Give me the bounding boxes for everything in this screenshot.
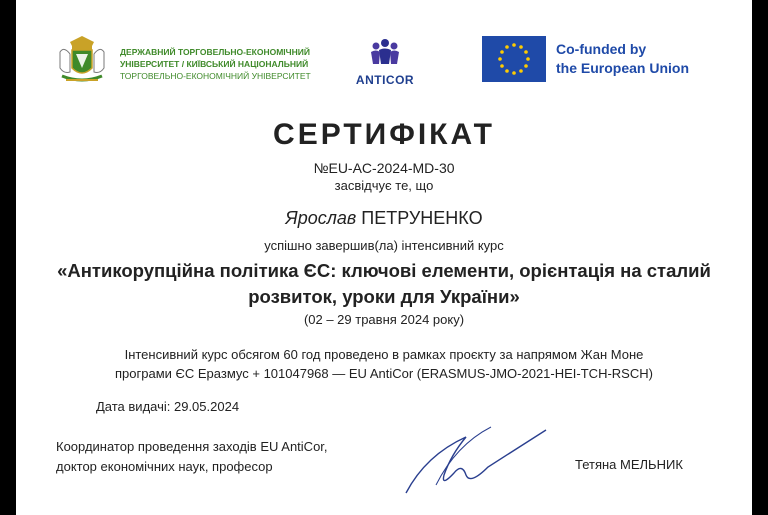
anticor-label: ANTICOR	[355, 73, 415, 87]
completed-text: успішно завершив(ла) інтенсивний курс	[264, 238, 504, 253]
course-dates: (02 – 29 травня 2024 року)	[303, 312, 465, 327]
eu-cofunded-text	[556, 40, 689, 78]
eu-cofunded-logo	[482, 36, 712, 82]
recipient-name	[16, 208, 752, 229]
header	[16, 30, 752, 90]
university-name-line2: УНІВЕРСИТЕТ / КИЇВСЬКИЙ НАЦІОНАЛЬНИЙ	[120, 59, 309, 69]
recipient-last-name: ПЕТРУНЕНКО	[361, 208, 483, 228]
university-name-line1: ДЕРЖАВНИЙ ТОРГОВЕЛЬНО-ЕКОНОМІЧНИЙ	[120, 47, 310, 57]
course-title-line1: «Антикорупційна політика ЄС: ключові елементи, орієнтація на сталий	[57, 260, 711, 281]
university-name	[120, 46, 311, 82]
coordinator-line1: Координатор проведення заходів EU AntiCor,	[56, 439, 328, 454]
course-title-line2: розвиток, уроки для України»	[248, 286, 520, 307]
coordinator-line2: доктор економічних наук, професор	[56, 459, 273, 474]
anticor-logo	[350, 38, 420, 87]
university-name-line3: ТОРГОВЕЛЬНО-ЕКОНОМІЧНИЙ УНІВЕРСИТЕТ	[120, 71, 311, 81]
course-info-line1: Інтенсивний курс обсягом 60 год проведено в рамках проєкту за напрямом Жан Моне	[124, 347, 644, 362]
certificate-page	[16, 0, 752, 515]
certificate-title: СЕРТИФІКАТ	[273, 118, 495, 151]
certifies-text: засвідчує те, що	[334, 178, 434, 193]
university-coat-of-arms-icon	[54, 32, 110, 86]
eu-line1: Co-funded by	[556, 41, 647, 57]
course-info-line2: програми ЄС Еразмус + 101047968 — EU AntiCor (ERASMUS-JMO-2021-HEI-TCH-RSCH)	[115, 366, 653, 381]
coordinator-title	[56, 437, 328, 477]
signer-name: Тетяна МЕЛЬНИК	[575, 457, 683, 472]
issue-date: Дата видачі: 29.05.2024	[96, 399, 240, 414]
eu-flag-icon	[482, 36, 546, 82]
anticor-people-icon	[367, 38, 403, 66]
certificate-number: №EU-AC-2024-MD-30	[313, 160, 455, 176]
course-title	[16, 258, 752, 310]
signature-icon	[396, 415, 556, 505]
course-info	[16, 345, 752, 383]
recipient-first-name: Ярослав	[285, 208, 357, 228]
eu-line2: the European Union	[556, 60, 689, 76]
